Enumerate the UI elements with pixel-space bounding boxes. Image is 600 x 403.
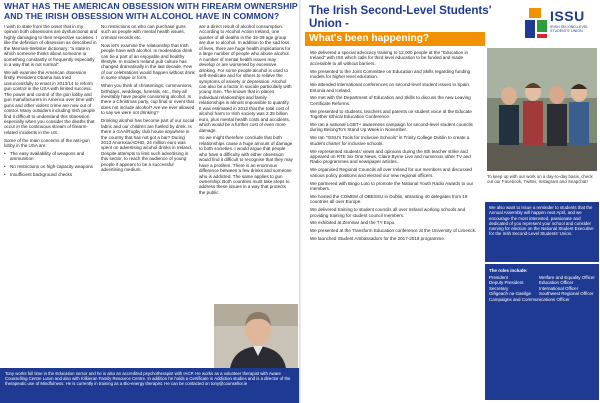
activity-item: We presented to the Joint Committee on Education and Skills regarding funding models for higher level education.	[310, 68, 471, 80]
article-paragraph: We will examine the American obsession firstly. President Obama has tried unsuccessfully to enact in 2013/14 to reform gun control in the USA with limited success. The power and control of the gun lobby and gun manufacturers in America over time with guns and other violent crime are now out of control. Many outsiders including Irish people find it difficult to understand this obsession especially when you consider the deaths that occur in the continuous stream of firearm-related incidents in the US.	[4, 69, 95, 135]
author-bio: Tony works full time in the Education sector and he is also an accredited psychotherapist with IACP. He works as a volunteer therapist with Aware Counselling Centre Luton and also with Kilkieran Family Resource Centre. In addition he holds a Certificate in Addiction studies and is a director of the therapeutic use of Mindfulness. He is currently in training as a Bio-energy therapist. He can be contacted on tony@counsellor.ie	[0, 368, 300, 403]
list-item: • The easy availability of weapons and ammunition	[4, 151, 98, 162]
author-photo	[214, 304, 298, 368]
article-paragraph: So we might therefore conclude that both relationships cause a huge amount of damage to both societies. I would argue that people who have a difficulty with either obsession would find it difficult to recognise that they may have a problem. There is an enormous difference between a few drinks and someone who is addicted. The same applies to gun ownership. Both countries must take steps to address these issues in a way that protects the public.	[199, 135, 293, 195]
right-page	[301, 0, 600, 403]
activity-item: We ran "ISSU's Tools for Inclusive Schools" in Trinity College Dublin to create a student charter for inclusive schools.	[310, 135, 470, 146]
logo-tagline: IRISH SECOND-LEVEL STUDENTS' UNION	[550, 25, 589, 34]
article-paragraph: I wish to state from the onset that in my opinion both obsessions are dysfunctional and highly damaging to their respective societies. I like the definition of obsession as described in the Merriam-Webster dictionary: "a state in which someone thinks about someone or something constantly or frequently especially in a way that is not normal".	[4, 24, 98, 68]
activities-list	[310, 50, 482, 400]
activity-item: We met with the Department of Education and Skills to discuss the new Leaving Certificate Reforms.	[310, 95, 471, 106]
activity-item: We hosted the COMEM of OBESSU in Dublin, attracting 40 delegates from 19 countries all over Europe.	[310, 193, 468, 205]
list-item: • No restrictions on high-capacity weapons	[4, 164, 98, 169]
article-column-2	[101, 24, 195, 368]
role-right: Southwest Regional Officer	[539, 291, 594, 297]
logo-mark-icon	[523, 6, 549, 40]
role-left: Secretary	[489, 285, 509, 291]
logo-acronym: ISSU	[550, 8, 585, 24]
roles-heading: The roles include:	[489, 268, 528, 273]
article-paragraph: Some of the main concerns of the anti-gun lobby in the USA are:	[4, 137, 90, 149]
activity-item: We delivered training to student councils all over Ireland working schools and providing training for student council members.	[310, 207, 466, 218]
article-paragraph: are a direct result of alcohol consumption. According to Alcohol Action Ireland, one quarter of all deaths in the 15-39 age group are due to alcohol. In addition to the sad loss of lives, there are huge health implications for a large number of people who abuse alcohol. A number of mental health issues may develop or are worsened by excessive drinking. For some people alcohol is used to self-medicate and for others to relieve the symptoms of anxiety or depression. Alcohol can also be a factor in suicide particularly with young men. The known that in places individual relationships and family relationships is almost impossible to quantify. It was estimated in 2012 that the total cost of alcohol harm to Irish society was 2.35 billion euro, plus mental health costs and accidents, which would be a further cost of even more damage.	[199, 24, 292, 133]
group-photo	[487, 48, 597, 171]
issu-logo	[523, 4, 597, 46]
article-paragraph: Drinking alcohol has become part of our social fabric and our children are fuelled by drink. Is there a GAA/Rugby club house anywhere in the country that has not got a bar? During 2013 Anorexia/ADHD, 24 million euro was spent on advertising alcohol drinks in Ireland. Despite attempts to limit such advertising in this sector, to reach the audience of young people it appears to be a successful advertising medium.	[101, 118, 195, 173]
activity-item: We partnered with Bingo Loto to promote the National Youth Radio Awards to our members.	[310, 180, 474, 192]
activity-item: We attended international conferences on second-level student issues in Spain, Estonia and Iceland.	[310, 82, 471, 93]
activity-item: We launched Student Ambassadors for the 2017-2018 programme.	[310, 236, 446, 242]
article-paragraph: Now let's examine the relationship that Irish people have with alcohol. In moderation drink can be a part of an enjoyable and healthy lifestyle. In modern Ireland pub culture has changed dramatically in the last decade. Few of our celebrations would happen without drink in some shape or form.	[101, 42, 195, 81]
activity-item: We ran a national LGBT+ awareness campaign for second-level student councils during BelongTo's Stand Up Week in November.	[310, 121, 473, 133]
article-headline: WHAT HAS THE AMERICAN OBSESSION WITH FIREARM OWNERSHIP AND THE IRISH OBSESSION WITH ALCOHOL HAVE IN COMMON?	[4, 1, 298, 21]
role-left: Oifigeach na Gaeilge	[489, 291, 532, 297]
activity-item: We presented to students, teachers and parents on student voice at the Educate Together Ethical Education Conference.	[310, 108, 472, 120]
role-right: Education Officer	[539, 280, 574, 286]
article-column-1	[4, 24, 98, 368]
role-row	[489, 297, 595, 303]
activity-item: We delivered a special advocacy training to 12,000 people at the "Education in Ireland" with ISS which calls for third level education to be funded and made accessible to all without barriers.	[310, 50, 468, 66]
role-left: Deputy President	[489, 280, 524, 286]
article-paragraph: No restrictions on who can purchase guns such as people with mental health issues, criminal records etc.	[101, 24, 186, 40]
role-right: International Officer	[539, 285, 579, 291]
assembly-notice: We also want to issue a reminder to students that the Annual Assembly will happen next April, and we encourage the most interested, passionate and dedicated of you represent your school and consider running for election on the National Student Executive for the Irish Second-Level Students' Union.	[485, 202, 599, 262]
activity-item: We exhibited at Zeminar and the TY Expo.	[310, 220, 396, 226]
social-media-note: To keep up with our work on a day-to-day basis, check out our Facebook, Twitter, Instagram and Snapchat!	[487, 174, 593, 185]
role-left: President	[489, 274, 509, 280]
activity-item: We organised Regional Councils all over Ireland for our members and discussed various policy positions and elected our new regional officers.	[310, 167, 472, 178]
roles-box	[485, 264, 599, 400]
role-right: Welfare and Equality Officer	[539, 274, 595, 280]
list-item: • Insufficient background checks	[4, 172, 98, 177]
concerns-list	[4, 151, 98, 177]
activity-item: We represented students' views and opinions during the 6th teacher strike and appeared on RTE Six One News, Claire Byrne Live and numerous other TV and Radio programmes and newspaper articles.	[310, 148, 471, 165]
role-left: Campaigns and Communications Officer	[489, 296, 570, 302]
activity-item: We presented at the Transform Education conference at the University of Limerick.	[310, 228, 477, 234]
article-paragraph: When you think of christenings, communions, birthdays, weddings, funerals, etc., they all inevitably have people consuming alcohol. Is there a Christmas party, cup final or event that does not include alcohol? Are we ever allowed to say we were not drinking?	[101, 83, 195, 116]
section-banner: What's been happening?	[305, 32, 485, 46]
page-title: The Irish Second-Level Students' Union -	[309, 4, 492, 30]
